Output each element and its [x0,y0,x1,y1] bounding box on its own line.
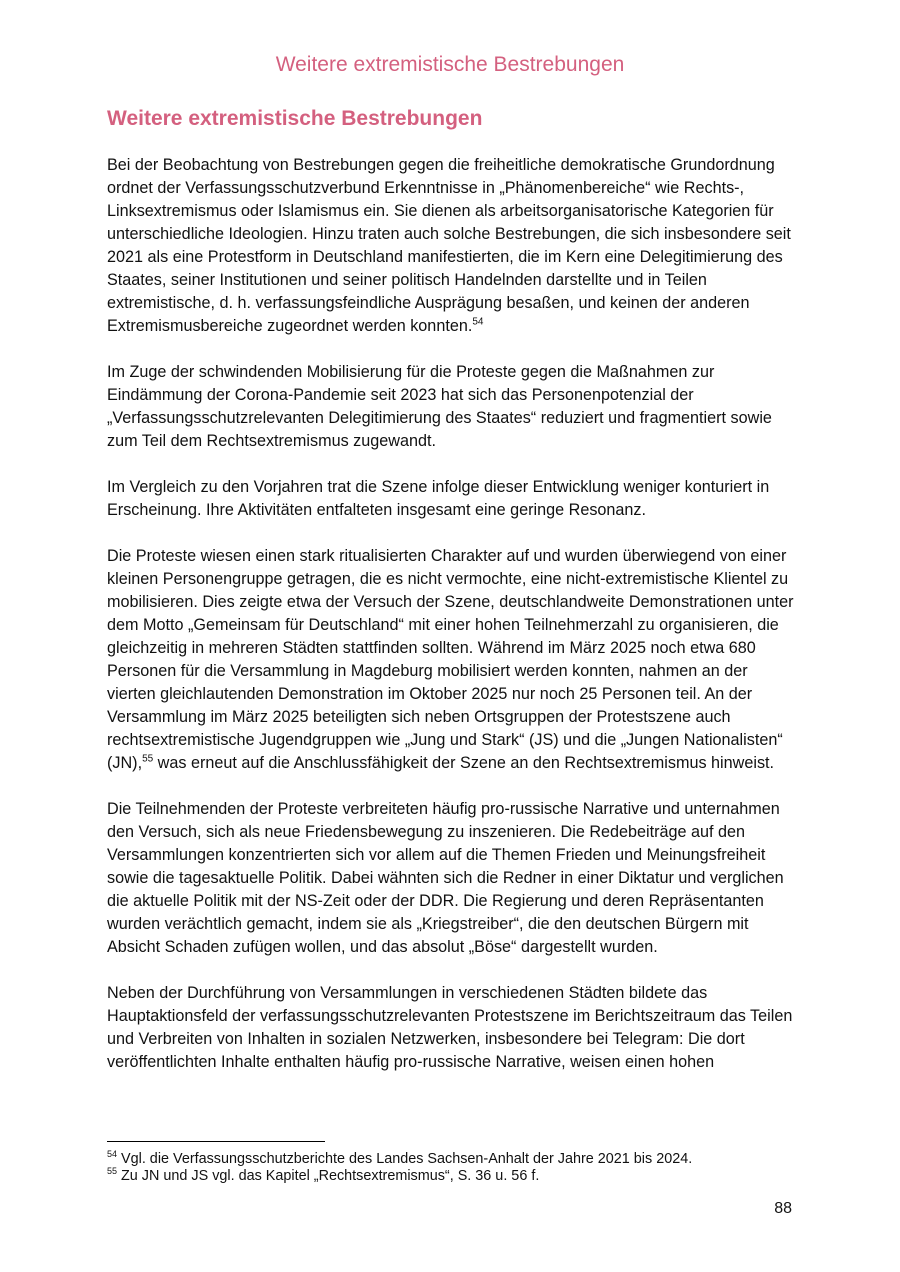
paragraph-3 [107,476,797,522]
footnote-ref-55[interactable]: 55 [142,753,154,765]
footnote-55 [107,1168,797,1185]
paragraph-4 [107,545,797,775]
paragraph-2-text: Im Zuge der schwindenden Mobilisierung für die Proteste gegen die Maßnahmen zur Eindämmung der Corona-Pandemie seit 2023 hat sich das Personenpotenzial der „Verfassungsschutzrelevanten Delegitimierung des Staates“ reduziert und fragmentiert sowie zum Teil dem Rechtsextremismus zugewandt. [107,363,772,450]
paragraph-6 [107,982,797,1074]
paragraph-3-text: Im Vergleich zu den Vorjahren trat die Szene infolge dieser Entwicklung weniger konturiert in Erscheinung. Ihre Aktivitäten entfalteten insgesamt eine geringe Resonanz. [107,478,770,519]
footnote-text: Zu JN und JS vgl. das Kapitel „Rechtsextremismus“, S. 36 u. 56 f. [117,1168,540,1184]
footnote-number: 55 [107,1166,118,1177]
body-text [107,154,797,1074]
footnote-text: Vgl. die Verfassungsschutzberichte des Landes Sachsen-Anhalt der Jahre 2021 bis 2024. [117,1151,693,1167]
paragraph-4-text-before: Die Proteste wiesen einen stark ritualisierten Charakter auf und wurden überwiegend von einer kleinen Personengruppe getragen, die es nicht vermochte, eine nicht-extremistische Klientel zu mobilisieren. Dies zeigte etwa der Versuch der Szene, deutschlandweite Demonstrationen unter dem Motto „Gemeinsam für Deutschland“ mit einer hohen Teilnehmerzahl zu organisieren, die gleichzeitig in mehreren Städten stattfinden sollten. Während im März 2025 noch etwa 680 Personen für die Versammlung in Magdeburg mobilisiert werden konnten, nahmen an der vierten gleichlautenden Demonstration im Oktober 2025 nur noch 25 Personen teil. An der Versammlung im März 2025 beteiligten sich neben Ortsgruppen der Protestszene auch rechtsextremistische Jugendgruppen wie „Jung und Stark“ (JS) und die „Jungen Nationalisten“ (JN), [107,547,794,772]
running-header: Weitere extremistische Bestrebungen [275,53,625,76]
paragraph-4-text-after: was erneut auf die Anschlussfähigkeit der Szene an den Rechtsextremismus hinweist. [153,754,775,772]
page-number: 88 [774,1200,792,1217]
footnote-number: 54 [107,1149,118,1160]
paragraph-2 [107,361,797,453]
footnote-divider [107,1141,325,1142]
paragraph-1 [107,154,797,338]
section-heading: Weitere extremistische Bestrebungen [107,107,483,130]
paragraph-5 [107,798,797,959]
footnote-ref-54[interactable]: 54 [472,316,484,328]
paragraph-5-text: Die Teilnehmenden der Proteste verbreiteten häufig pro-russische Narrative und unternahmen den Versuch, sich als neue Friedensbewegung zu inszenieren. Die Redebeiträge auf den Versammlungen konzentrierten sich vor allem auf die Themen Frieden und Meinungsfreiheit sowie die tagesaktuelle Politik. Dabei wähnten sich die Redner in einer Diktatur und verglichen die aktuelle Politik mit der NS-Zeit oder der DDR. Die Regierung und deren Repräsentanten wurden verächtlich gemacht, indem sie als „Kriegstreiber“, die den deutschen Bürgern mit Absicht Schaden zufügen wollen, und das absolut „Böse“ dargestellt wurden. [107,800,784,956]
paragraph-1-text: Bei der Beobachtung von Bestrebungen gegen die freiheitliche demokratische Grundordnung ordnet der Verfassungsschutzverbund Erkenntnisse in „Phänomenbereiche“ wie Rechts-, Linksextremismus oder Islamismus ein. Sie dienen als arbeitsorganisatorische Kategorien für unterschiedliche Ideologien. Hinzu traten auch solche Bestrebungen, die sich insbesondere seit 2021 als eine Protestform in Deutschland manifestierten, die im Kern eine Delegitimierung des Staates, seiner Institutionen und seiner politisch Handelnden darstellte und in Teilen extremistische, d. h. verfassungsfeindliche Ausprägung besaßen, und keinen der anderen Extremismusbereiche zugeordnet werden konnten. [107,156,791,335]
paragraph-6-text: Neben der Durchführung von Versammlungen in verschiedenen Städten bildete das Hauptaktionsfeld der verfassungsschutzrelevanten Protestszene im Berichtszeitraum das Teilen und Verbreiten von Inhalten in sozialen Netzwerken, insbesondere bei Telegram: Die dort veröffentlichten Inhalte enthalten häufig pro-russische Narrative, weisen einen hohen [107,984,793,1071]
footnotes [107,1151,797,1185]
footnote-54 [107,1151,797,1168]
